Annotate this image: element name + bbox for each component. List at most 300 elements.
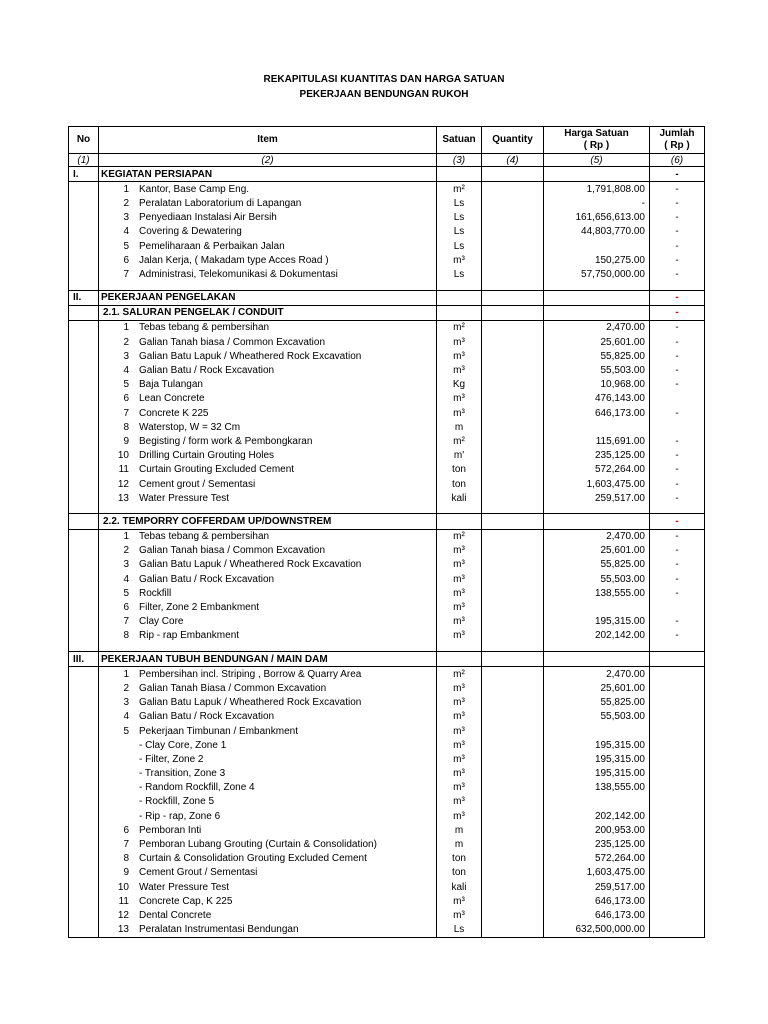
total-cell: - bbox=[650, 378, 705, 392]
unit-cell: m bbox=[437, 420, 482, 434]
unit-cell: m³ bbox=[437, 781, 482, 795]
section-title: PEKERJAAN PENGELAKAN bbox=[99, 290, 437, 305]
price-cell: 646,173.00 bbox=[544, 894, 650, 908]
item-index: 7 bbox=[123, 839, 129, 851]
spacer-cell bbox=[544, 643, 650, 652]
item-description: Pemboran Lubang Grouting (Curtain & Consolidation) bbox=[139, 839, 377, 851]
item-cell bbox=[99, 558, 437, 572]
item-row bbox=[69, 866, 705, 880]
total-cell: - bbox=[650, 406, 705, 420]
section-title: 2.2. TEMPORRY COFFERDAM UP/DOWNSTREM bbox=[99, 514, 437, 529]
price-cell: 55,825.00 bbox=[544, 696, 650, 710]
row-number bbox=[69, 767, 99, 781]
sub2-row bbox=[69, 738, 705, 752]
item-description: Kantor, Base Camp Eng. bbox=[139, 183, 250, 195]
item-description: Lean Concrete bbox=[139, 393, 205, 405]
item-index: 9 bbox=[123, 435, 129, 447]
sub2-row bbox=[69, 795, 705, 809]
quantity-cell bbox=[482, 491, 544, 505]
unit-cell: m³ bbox=[437, 710, 482, 724]
title-line-1: REKAPITULASI KUANTITAS DAN HARGA SATUAN bbox=[263, 74, 505, 85]
quantity-cell bbox=[482, 809, 544, 823]
item-index: 5 bbox=[123, 587, 129, 599]
item-description: Water Pressure Test bbox=[139, 881, 230, 893]
total-cell: - bbox=[650, 335, 705, 349]
price-cell: 55,503.00 bbox=[544, 363, 650, 377]
price-cell bbox=[544, 239, 650, 253]
unit-cell: kali bbox=[437, 880, 482, 894]
total-cell: - bbox=[650, 349, 705, 363]
row-number bbox=[69, 211, 99, 225]
row-number bbox=[69, 852, 99, 866]
item-index: 8 bbox=[123, 853, 129, 865]
row-number bbox=[69, 866, 99, 880]
total-cell: - bbox=[650, 239, 705, 253]
item-index: 7 bbox=[123, 407, 129, 419]
row-number bbox=[69, 529, 99, 544]
total-cell: - bbox=[650, 320, 705, 335]
unit-cell: m³ bbox=[437, 894, 482, 908]
unit-cell: m³ bbox=[437, 809, 482, 823]
item-description: Penyediaan Instalasi Air Bersih bbox=[139, 212, 277, 224]
quantity-cell bbox=[482, 167, 544, 182]
item-index: 4 bbox=[123, 711, 129, 723]
price-cell bbox=[544, 420, 650, 434]
item-description: Galian Tanah biasa / Common Excavation bbox=[139, 545, 326, 557]
price-cell: 195,315.00 bbox=[544, 767, 650, 781]
unit-cell: ton bbox=[437, 852, 482, 866]
row-number bbox=[69, 600, 99, 614]
item-description: Cement grout / Sementasi bbox=[139, 478, 256, 490]
row-number bbox=[69, 837, 99, 851]
header-item: Item bbox=[99, 127, 437, 154]
item-row bbox=[69, 544, 705, 558]
unit-cell: m³ bbox=[437, 696, 482, 710]
spacer-cell bbox=[544, 505, 650, 514]
item-index: 2 bbox=[123, 336, 129, 348]
price-cell: 55,503.00 bbox=[544, 710, 650, 724]
quantity-cell bbox=[482, 724, 544, 738]
row-number bbox=[69, 681, 99, 695]
section-row bbox=[69, 290, 705, 305]
unit-cell: Ls bbox=[437, 267, 482, 281]
item-row bbox=[69, 894, 705, 908]
total-cell bbox=[650, 710, 705, 724]
table-body bbox=[69, 167, 705, 938]
item-description: Galian Batu / Rock Excavation bbox=[139, 365, 275, 377]
total-cell bbox=[650, 894, 705, 908]
spacer-cell bbox=[437, 643, 482, 652]
item-cell bbox=[99, 852, 437, 866]
price-cell: 200,953.00 bbox=[544, 823, 650, 837]
quantity-cell bbox=[482, 652, 544, 667]
item-description: Administrasi, Telekomunikasi & Dokumentasi bbox=[139, 268, 338, 280]
item-index: 3 bbox=[123, 350, 129, 362]
quantity-cell bbox=[482, 837, 544, 851]
quantity-cell bbox=[482, 586, 544, 600]
item-index: 4 bbox=[123, 573, 129, 585]
total-cell: - bbox=[650, 572, 705, 586]
item-row bbox=[69, 600, 705, 614]
unit-cell bbox=[437, 290, 482, 305]
row-number bbox=[69, 196, 99, 210]
item-description: Galian Batu / Rock Excavation bbox=[139, 573, 275, 585]
item-description: Filter, Zone 2 Embankment bbox=[139, 602, 260, 614]
unit-cell: m³ bbox=[437, 615, 482, 629]
row-number bbox=[69, 710, 99, 724]
item-description: Dental Concrete bbox=[139, 909, 212, 921]
row-number bbox=[69, 752, 99, 766]
sub-row bbox=[69, 305, 705, 320]
unit-cell bbox=[437, 514, 482, 529]
item-row bbox=[69, 615, 705, 629]
unit-cell: ton bbox=[437, 477, 482, 491]
price-cell: 572,264.00 bbox=[544, 852, 650, 866]
price-cell: - bbox=[544, 196, 650, 210]
unit-cell bbox=[437, 167, 482, 182]
price-cell: 235,125.00 bbox=[544, 449, 650, 463]
quantity-cell bbox=[482, 795, 544, 809]
item-row bbox=[69, 320, 705, 335]
item-cell bbox=[99, 225, 437, 239]
row-number bbox=[69, 586, 99, 600]
item-description: - Rip - rap, Zone 6 bbox=[139, 810, 221, 822]
item-row bbox=[69, 710, 705, 724]
row-number bbox=[69, 880, 99, 894]
item-index: 9 bbox=[123, 867, 129, 879]
row-number bbox=[69, 615, 99, 629]
quantity-cell bbox=[482, 406, 544, 420]
unit-cell: m³ bbox=[437, 253, 482, 267]
unit-cell: Ls bbox=[437, 196, 482, 210]
quantity-cell bbox=[482, 290, 544, 305]
header-quantity: Quantity bbox=[482, 127, 544, 154]
unit-cell: m³ bbox=[437, 629, 482, 643]
item-cell bbox=[99, 196, 437, 210]
item-cell bbox=[99, 406, 437, 420]
total-cell: - bbox=[650, 211, 705, 225]
item-cell bbox=[99, 267, 437, 281]
total-cell bbox=[650, 923, 705, 938]
total-cell bbox=[650, 866, 705, 880]
row-number bbox=[69, 894, 99, 908]
row-number bbox=[69, 724, 99, 738]
row-number bbox=[69, 335, 99, 349]
price-cell: 195,315.00 bbox=[544, 738, 650, 752]
unit-cell: m³ bbox=[437, 363, 482, 377]
total-cell: - bbox=[650, 434, 705, 448]
quantity-cell bbox=[482, 196, 544, 210]
unit-cell bbox=[437, 652, 482, 667]
item-description: - Clay Core, Zone 1 bbox=[139, 739, 227, 751]
column-number-row bbox=[69, 154, 705, 167]
item-row bbox=[69, 349, 705, 363]
total-cell bbox=[650, 752, 705, 766]
quantity-cell bbox=[482, 363, 544, 377]
item-index: 8 bbox=[123, 421, 129, 433]
item-cell bbox=[99, 866, 437, 880]
spacer-row bbox=[69, 505, 705, 514]
row-number bbox=[69, 225, 99, 239]
item-row bbox=[69, 463, 705, 477]
unit-cell: Ls bbox=[437, 923, 482, 938]
price-cell: 259,517.00 bbox=[544, 491, 650, 505]
price-cell: 646,173.00 bbox=[544, 908, 650, 922]
header-row bbox=[69, 127, 705, 154]
total-cell bbox=[650, 908, 705, 922]
price-cell: 138,555.00 bbox=[544, 586, 650, 600]
quantity-price-table bbox=[68, 126, 705, 938]
price-cell bbox=[544, 724, 650, 738]
total-cell: - bbox=[650, 463, 705, 477]
total-cell: - bbox=[650, 182, 705, 197]
item-description: Peralatan Laboratorium di Lapangan bbox=[139, 197, 302, 209]
price-cell: 25,601.00 bbox=[544, 335, 650, 349]
price-cell bbox=[544, 290, 650, 305]
item-index: 7 bbox=[123, 268, 129, 280]
title-line-2: PEKERJAAN BENDUNGAN RUKOH bbox=[299, 89, 469, 100]
spacer-cell bbox=[482, 643, 544, 652]
item-description: Rockfill bbox=[139, 587, 172, 599]
item-row bbox=[69, 923, 705, 938]
item-cell bbox=[99, 477, 437, 491]
price-cell: 1,603,475.00 bbox=[544, 477, 650, 491]
price-cell: 259,517.00 bbox=[544, 880, 650, 894]
item-cell bbox=[99, 809, 437, 823]
price-cell: 235,125.00 bbox=[544, 837, 650, 851]
price-cell bbox=[544, 305, 650, 320]
item-description: Rip - rap Embankment bbox=[139, 630, 240, 642]
item-description: Covering & Dewatering bbox=[139, 226, 242, 238]
item-row bbox=[69, 852, 705, 866]
item-row bbox=[69, 211, 705, 225]
item-description: Cement Grout / Sementasi bbox=[139, 867, 258, 879]
total-cell: - bbox=[650, 305, 705, 320]
quantity-cell bbox=[482, 738, 544, 752]
quantity-cell bbox=[482, 866, 544, 880]
item-row bbox=[69, 406, 705, 420]
item-cell bbox=[99, 420, 437, 434]
unit-cell: m' bbox=[437, 449, 482, 463]
item-index: 10 bbox=[117, 881, 129, 893]
item-cell bbox=[99, 600, 437, 614]
price-cell: 2,470.00 bbox=[544, 667, 650, 682]
item-row bbox=[69, 667, 705, 682]
total-cell bbox=[650, 880, 705, 894]
item-description: Drilling Curtain Grouting Holes bbox=[139, 450, 275, 462]
unit-cell: m³ bbox=[437, 752, 482, 766]
price-cell: 10,968.00 bbox=[544, 378, 650, 392]
item-cell bbox=[99, 182, 437, 197]
column-number: (3) bbox=[437, 154, 482, 167]
spacer-cell bbox=[69, 282, 99, 291]
item-cell bbox=[99, 880, 437, 894]
unit-cell: kali bbox=[437, 491, 482, 505]
price-cell: 195,315.00 bbox=[544, 615, 650, 629]
quantity-cell bbox=[482, 696, 544, 710]
row-number bbox=[69, 923, 99, 938]
row-number bbox=[69, 182, 99, 197]
item-row bbox=[69, 239, 705, 253]
unit-cell: m³ bbox=[437, 406, 482, 420]
row-number bbox=[69, 544, 99, 558]
unit-cell: m² bbox=[437, 529, 482, 544]
item-description: Galian Batu Lapuk / Wheathered Rock Excavation bbox=[139, 697, 362, 709]
item-description: Pekerjaan Timbunan / Embankment bbox=[139, 725, 298, 737]
quantity-cell bbox=[482, 923, 544, 938]
price-cell: 632,500,000.00 bbox=[544, 923, 650, 938]
item-index: 13 bbox=[117, 492, 129, 504]
sub2-row bbox=[69, 781, 705, 795]
item-description: Waterstop, W = 32 Cm bbox=[139, 421, 241, 433]
column-number: (2) bbox=[99, 154, 437, 167]
total-cell: - bbox=[650, 449, 705, 463]
item-cell bbox=[99, 349, 437, 363]
item-cell bbox=[99, 710, 437, 724]
section-number: I. bbox=[69, 167, 99, 182]
quantity-cell bbox=[482, 572, 544, 586]
item-description: Concrete Cap, K 225 bbox=[139, 895, 233, 907]
quantity-cell bbox=[482, 752, 544, 766]
total-cell: - bbox=[650, 491, 705, 505]
item-description: Galian Tanah biasa / Common Excavation bbox=[139, 336, 326, 348]
row-number bbox=[69, 795, 99, 809]
quantity-cell bbox=[482, 615, 544, 629]
item-description: Pembersihan incl. Striping , Borrow & Quarry Area bbox=[139, 668, 362, 680]
item-description: Curtain Grouting Excluded Cement bbox=[139, 464, 295, 476]
item-index: 1 bbox=[123, 322, 129, 334]
price-cell: 55,825.00 bbox=[544, 349, 650, 363]
quantity-cell bbox=[482, 767, 544, 781]
price-cell bbox=[544, 514, 650, 529]
quantity-cell bbox=[482, 182, 544, 197]
row-number bbox=[69, 558, 99, 572]
total-cell: - bbox=[650, 167, 705, 182]
unit-cell: m³ bbox=[437, 724, 482, 738]
quantity-cell bbox=[482, 852, 544, 866]
spacer-cell bbox=[437, 505, 482, 514]
item-cell bbox=[99, 544, 437, 558]
price-cell: 646,173.00 bbox=[544, 406, 650, 420]
total-cell bbox=[650, 767, 705, 781]
item-row bbox=[69, 335, 705, 349]
item-cell bbox=[99, 463, 437, 477]
quantity-cell bbox=[482, 211, 544, 225]
quantity-cell bbox=[482, 880, 544, 894]
item-row bbox=[69, 196, 705, 210]
price-cell bbox=[544, 652, 650, 667]
item-row bbox=[69, 182, 705, 197]
item-index: 3 bbox=[123, 212, 129, 224]
sub2-row bbox=[69, 809, 705, 823]
item-description: Peralatan Instrumentasi Bendungan bbox=[139, 924, 299, 936]
item-index: 2 bbox=[123, 545, 129, 557]
row-number bbox=[69, 320, 99, 335]
total-cell: - bbox=[650, 290, 705, 305]
spacer-cell bbox=[650, 643, 705, 652]
item-row bbox=[69, 225, 705, 239]
item-row bbox=[69, 880, 705, 894]
unit-cell: ton bbox=[437, 463, 482, 477]
item-cell bbox=[99, 211, 437, 225]
section-number: III. bbox=[69, 652, 99, 667]
item-row bbox=[69, 253, 705, 267]
item-cell bbox=[99, 781, 437, 795]
row-number bbox=[69, 696, 99, 710]
item-index: 2 bbox=[123, 197, 129, 209]
total-cell bbox=[650, 600, 705, 614]
unit-cell: m³ bbox=[437, 572, 482, 586]
row-number bbox=[69, 823, 99, 837]
item-index: 1 bbox=[123, 183, 129, 195]
item-description: - Rockfill, Zone 5 bbox=[139, 796, 215, 808]
item-cell bbox=[99, 752, 437, 766]
unit-cell: ton bbox=[437, 866, 482, 880]
item-index: 8 bbox=[123, 630, 129, 642]
item-cell bbox=[99, 681, 437, 695]
spacer-cell bbox=[99, 505, 437, 514]
row-number bbox=[69, 267, 99, 281]
spacer-cell bbox=[99, 643, 437, 652]
unit-cell: m³ bbox=[437, 908, 482, 922]
price-cell: 25,601.00 bbox=[544, 544, 650, 558]
item-cell bbox=[99, 320, 437, 335]
quantity-cell bbox=[482, 781, 544, 795]
item-description: - Filter, Zone 2 bbox=[139, 753, 204, 765]
item-row bbox=[69, 681, 705, 695]
quantity-cell bbox=[482, 600, 544, 614]
quantity-cell bbox=[482, 335, 544, 349]
item-index: 5 bbox=[123, 379, 129, 391]
quantity-cell bbox=[482, 420, 544, 434]
row-number bbox=[69, 629, 99, 643]
row-number bbox=[69, 477, 99, 491]
price-cell: 195,315.00 bbox=[544, 752, 650, 766]
row-number bbox=[69, 349, 99, 363]
item-row bbox=[69, 392, 705, 406]
unit-cell: m² bbox=[437, 667, 482, 682]
item-index: 6 bbox=[123, 393, 129, 405]
item-index: 6 bbox=[123, 602, 129, 614]
price-cell: 476,143.00 bbox=[544, 392, 650, 406]
row-number bbox=[69, 572, 99, 586]
unit-cell: Kg bbox=[437, 378, 482, 392]
item-description: Galian Tanah Biasa / Common Excavation bbox=[139, 682, 327, 694]
spacer-cell bbox=[69, 643, 99, 652]
total-cell bbox=[650, 392, 705, 406]
row-number bbox=[69, 392, 99, 406]
price-cell: 150,275.00 bbox=[544, 253, 650, 267]
spacer-cell bbox=[69, 505, 99, 514]
price-cell: 25,601.00 bbox=[544, 681, 650, 695]
unit-cell: m² bbox=[437, 182, 482, 197]
item-cell bbox=[99, 615, 437, 629]
item-index: 11 bbox=[118, 895, 129, 907]
row-number bbox=[69, 239, 99, 253]
item-index: 1 bbox=[123, 531, 129, 543]
unit-cell: m bbox=[437, 837, 482, 851]
item-cell bbox=[99, 239, 437, 253]
item-cell bbox=[99, 572, 437, 586]
item-cell bbox=[99, 434, 437, 448]
item-cell bbox=[99, 724, 437, 738]
total-cell: - bbox=[650, 586, 705, 600]
item-row bbox=[69, 586, 705, 600]
quantity-cell bbox=[482, 434, 544, 448]
header-jumlah: Jumlah ( Rp ) bbox=[650, 127, 705, 154]
item-index: 6 bbox=[123, 254, 129, 266]
item-index: 10 bbox=[117, 450, 129, 462]
